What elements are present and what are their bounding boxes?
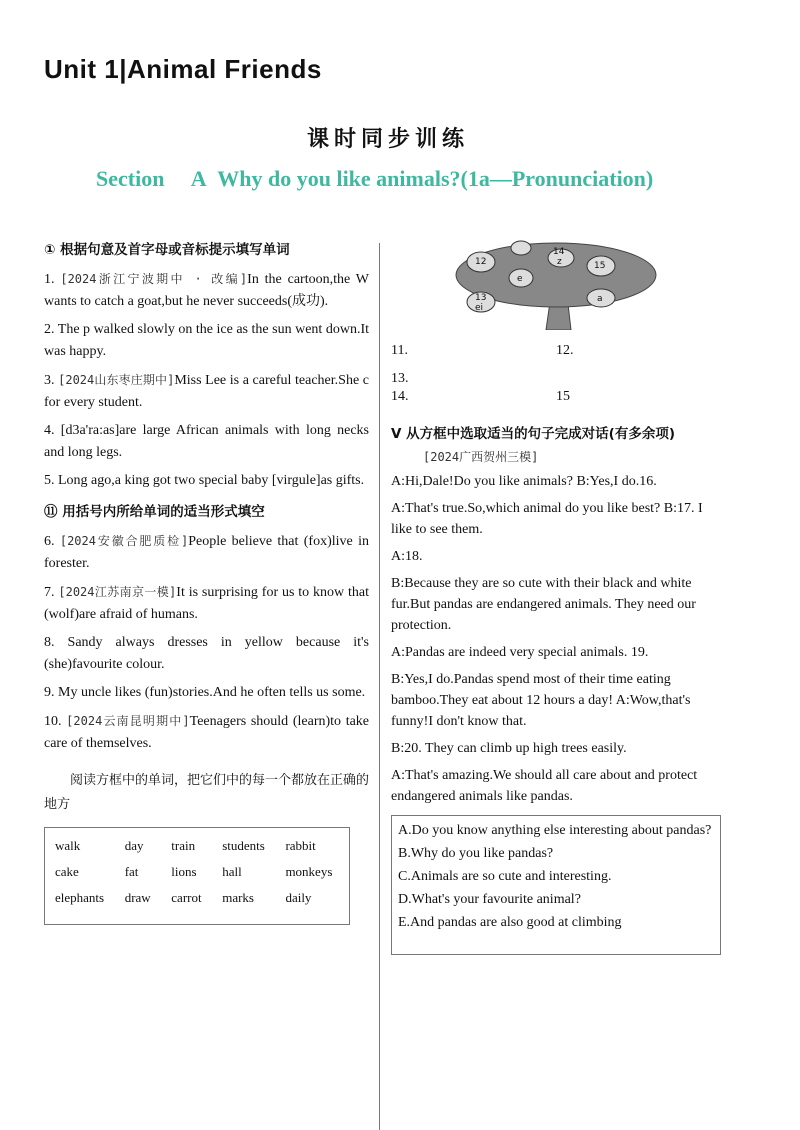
word-box-word: carrot [171, 890, 202, 905]
option-item: D.What's your favourite animal? [398, 892, 581, 907]
dialog-line: B:Yes,I do.Pandas spend most of their time eating bamboo.They eat about 12 hours a day! A:Wow,that's funny!I don't know that. [391, 672, 691, 729]
question-text: Miss Lee is a careful teacher.She c for every student. [44, 373, 369, 410]
tree-label: 13 [475, 293, 487, 303]
option-item: B.Why do you like pandas? [398, 846, 554, 861]
question-number: 4. [44, 423, 55, 438]
fill-line-12: 12. [556, 343, 574, 358]
question-number: 6. [44, 534, 55, 549]
dialog [391, 471, 721, 807]
word-box-word: draw [124, 890, 151, 905]
source-tag: [2024广西贺州三模] [423, 450, 539, 464]
word-box-word: train [171, 838, 196, 853]
part1-heading: ① 根据句意及首字母或音标提示填写单词 [44, 242, 290, 258]
question-item [44, 319, 369, 363]
question-number: 3. [44, 373, 55, 388]
fill-line-row [391, 370, 721, 388]
dialog-line: A:Pandas are indeed very special animals. 19. [391, 645, 649, 660]
section-topic: Why do you like animals?(1a—Pronunciation) [217, 166, 654, 191]
tree-label: 15 [594, 261, 606, 271]
question-number: 8. [44, 635, 55, 650]
part2-heading: ⑪ 用括号内所给单词的适当形式填空 [44, 504, 265, 520]
question-item [44, 632, 369, 676]
question-item [44, 420, 369, 464]
question-text: Long ago,a king got two special baby [virgule]as gifts. [58, 473, 365, 488]
question-item [44, 268, 369, 313]
fill-line-11: 11. [391, 343, 408, 358]
lesson-title: 课时同步训练 [306, 127, 469, 152]
fill-line-row [391, 388, 721, 406]
tree-label: ei [475, 303, 484, 313]
option-item: E.And pandas are also good at climbing [398, 915, 622, 930]
word-box [44, 827, 350, 925]
source-tag: [2024云南昆明期中] [66, 714, 190, 728]
tree-label: 12 [475, 257, 487, 267]
part5-source-tag [391, 446, 721, 469]
part1-list [44, 268, 369, 492]
question-number: 7. [44, 585, 55, 600]
question-text: [d3a'ra:as]are large African animals with long necks and long legs. [44, 423, 370, 460]
word-box-word: elephants [55, 890, 105, 905]
section-letter: A [190, 166, 207, 191]
fill-line-15: 15 [556, 389, 570, 404]
option-item: A.Do you know anything else interesting about pandas? [398, 823, 712, 838]
question-number: 9. [44, 685, 55, 700]
source-tag: [2024江苏南京一模] [58, 585, 177, 599]
word-box-word: day [124, 838, 144, 853]
question-number: 1. [44, 272, 55, 287]
option-item: C.Animals are so cute and interesting. [398, 869, 612, 884]
part5-heading: Ⅴ 从方框中选取适当的句子完成对话(有多余项) [391, 426, 675, 442]
tree-label: a [597, 294, 603, 304]
source-tag: [2024安徽合肥质检] [59, 534, 189, 548]
question-text: It is surprising for us to know that (wolf)are afraid of humans. [44, 585, 370, 622]
tree-label: e [517, 274, 523, 284]
dialog-line: A:18. [391, 549, 423, 564]
word-box-word: walk [55, 838, 81, 853]
right-column [391, 240, 721, 955]
fill-line-row [391, 342, 721, 360]
word-box-word: rabbit [285, 838, 316, 853]
fill-line-14: 14. [391, 389, 409, 404]
question-item [44, 530, 369, 575]
word-box-word: cake [55, 864, 79, 879]
dialog-line: A:That's amazing.We should all care about and protect endangered animals like pandas. [391, 768, 698, 804]
word-box-word: fat [124, 864, 139, 879]
question-text: The p walked slowly on the ice as the sun went down.It was happy. [44, 322, 369, 359]
word-box-word: lions [171, 864, 197, 879]
question-text: My uncle likes (fun)stories.And he often tells us some. [58, 685, 366, 700]
question-text: Sandy always dresses in yellow because it's (she)favourite colour. [44, 635, 370, 672]
column-divider [379, 243, 380, 1130]
source-tag: [2024浙江宁波期中 · 改编] [60, 272, 248, 286]
question-number: 5. [44, 473, 55, 488]
word-box-word: hall [222, 864, 242, 879]
word-box-instruction: 阅读方框中的单词，把它们中的每一个都放在正确的地方 [44, 773, 370, 812]
word-box-word: monkeys [285, 864, 333, 879]
question-item [44, 369, 369, 414]
dialog-line: A:That's true.So,which animal do you like best? B:17. I like to see them. [391, 501, 703, 537]
section-title [96, 166, 653, 192]
tree-label: z [557, 257, 562, 267]
question-number: 2. [44, 322, 55, 337]
left-column [44, 240, 369, 925]
question-item [44, 470, 369, 492]
section-label: Section [96, 166, 165, 191]
fill-line-13: 13. [391, 371, 409, 386]
source-tag: [2024山东枣庄期中] [58, 373, 175, 387]
dialog-line: B:Because they are so cute with their black and white fur.But pandas are endangered animals. They need our protection. [391, 576, 696, 633]
part2-list [44, 530, 369, 755]
word-box-word: marks [222, 890, 254, 905]
options-box [391, 815, 721, 955]
dialog-line: B:20. They can climb up high trees easily. [391, 741, 627, 756]
question-item [44, 682, 369, 704]
question-item [44, 581, 369, 626]
word-box-word: daily [285, 890, 312, 905]
unit-title: Unit 1|Animal Friends [44, 54, 322, 84]
question-item [44, 710, 369, 755]
question-text: Teenagers should (learn)to take care of themselves. [44, 714, 370, 751]
question-text: In the cartoon,the W wants to catch a goat,but he never succeeds(成功). [44, 272, 369, 309]
word-tree-image [451, 240, 661, 330]
tree-label: 14 [553, 247, 565, 257]
question-text: People believe that (fox)live in forester. [44, 534, 369, 571]
word-box-word: students [222, 838, 265, 853]
dialog-line: A:Hi,Dale!Do you like animals? B:Yes,I do.16. [391, 474, 657, 489]
question-number: 10. [44, 714, 62, 729]
